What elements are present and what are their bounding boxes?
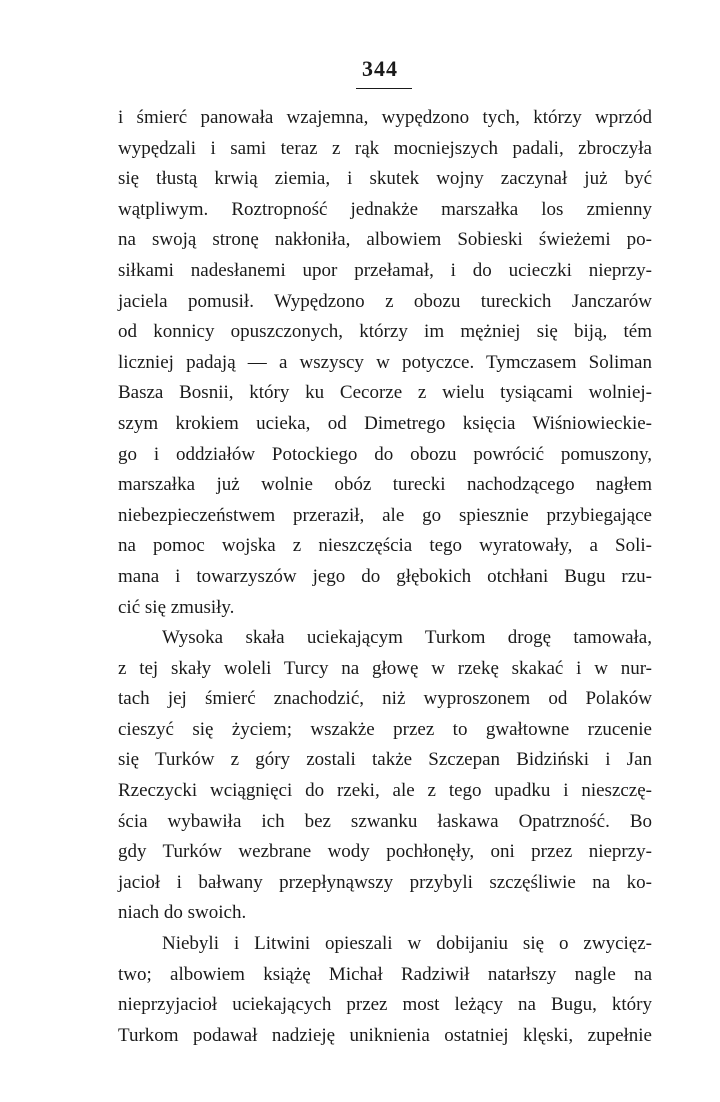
- body-text: [118, 103, 652, 1051]
- page-number-rule: [356, 88, 412, 89]
- text-line: na swoją stronę nakłoniła, albowiem Sobieski świeżemi po-: [118, 229, 652, 251]
- text-line: go i oddziałów Potockiego do obozu powrócić pomuszony,: [118, 443, 652, 465]
- text-line: się Turków z góry zostali także Szczepan Bidziński i Jan: [118, 749, 652, 771]
- text-line: ścia wybawiła ich bez szwanku łaskawa Opatrzność. Bo: [118, 810, 652, 832]
- text-line: nieprzyjacioł uciekających przez most leżący na Bugu, który: [118, 994, 652, 1016]
- text-line: się tłustą krwią ziemia, i skutek wojny zaczynał już być: [118, 168, 652, 190]
- text-line: wątpliwym. Roztropność jednakże marszałka los zmienny: [118, 198, 652, 220]
- text-line: szym krokiem ucieka, od Dimetrego księcia Wiśniowieckie-: [118, 412, 652, 434]
- text-line: mana i towarzyszów jego do głębokich otchłani Bugu rzu-: [118, 565, 652, 587]
- text-line: od konnicy opuszczonych, którzy im mężniej się biją, tém: [118, 321, 652, 343]
- text-line: tach jej śmierć znachodzić, niż wyproszonem od Polaków: [118, 688, 652, 710]
- text-line: Basza Bosnii, który ku Cecorze z wielu tysiącami wolniej-: [118, 382, 652, 404]
- text-line: jacioł i bałwany przepłynąwszy przybyli szczęśliwie na ko-: [118, 871, 652, 893]
- text-line: marszałka już wolnie obóz turecki nachodzącego nagłem: [118, 474, 652, 496]
- text-line: gdy Turków wezbrane wody pochłonęły, oni przez nieprzy-: [118, 841, 652, 863]
- paragraph-start-line: Wysoka skała uciekającym Turkom drogę tamowała,: [162, 627, 652, 649]
- text-line: i śmierć panowała wzajemna, wypędzono tych, którzy wprzód: [118, 107, 652, 128]
- text-line: z tej skały woleli Turcy na głowę w rzekę skakać i w nur-: [118, 657, 652, 679]
- text-line: cieszyć się życiem; wszakże przez to gwałtowne rzucenie: [118, 718, 652, 740]
- text-line: jaciela pomusił. Wypędzono z obozu tureckich Janczarów: [118, 290, 652, 312]
- text-line: liczniej padają — a wszyscy w potyczce. Tymczasem Soliman: [118, 351, 652, 373]
- text-line: two; albowiem książę Michał Radziwił natarłszy nagle na: [118, 963, 652, 985]
- text-line: wypędzali i sami teraz z rąk mocniejszych padali, zbroczyła: [118, 137, 652, 159]
- paragraph-start-line: Niebyli i Litwini opieszali w dobijaniu się o zwycięz-: [162, 933, 652, 955]
- text-line: niebezpieczeństwem przeraził, ale go spiesznie przybiegające: [118, 504, 652, 526]
- page-number: 344: [362, 56, 398, 81]
- text-line: siłkami nadesłanemi upor przełamał, i do ucieczki nieprzy-: [118, 259, 652, 281]
- text-line: na pomoc wojska z nieszczęścia tego wyratowały, a Soli-: [118, 535, 652, 557]
- text-line: Rzeczycki wciągnięci do rzeki, ale z tego upadku i nieszczę-: [118, 780, 652, 802]
- paragraph-end-line: cić się zmusiły.: [118, 596, 235, 618]
- paragraph-end-line: niach do swoich.: [118, 902, 247, 924]
- text-line: Turkom podawał nadzieję uniknienia ostatniej klęski, zupełnie: [118, 1024, 652, 1046]
